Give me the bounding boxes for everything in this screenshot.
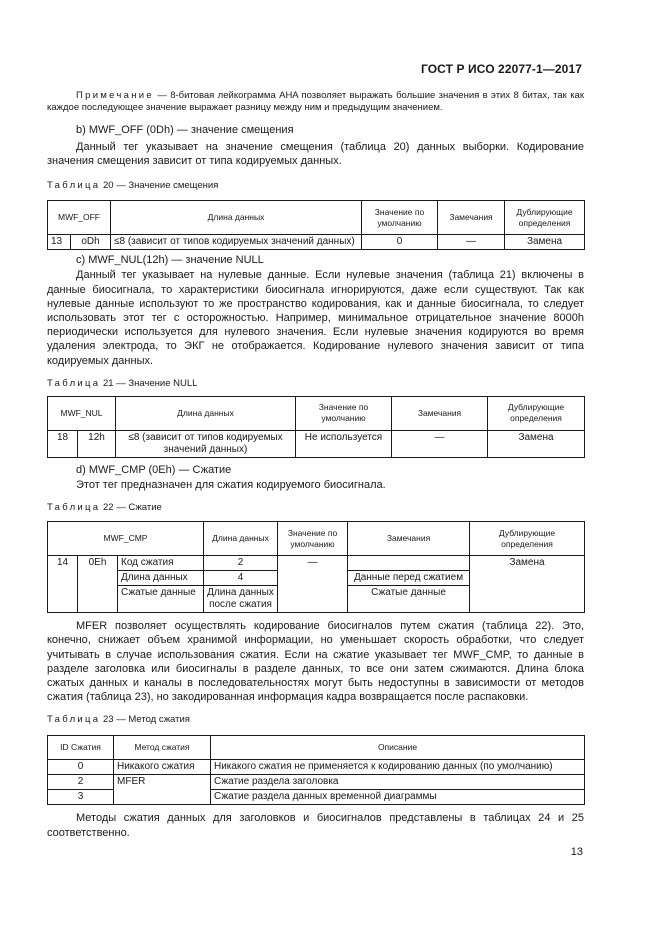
table21-cell-remarks: — (392, 430, 488, 457)
table23-cell-method: Никакого сжатия (114, 760, 211, 775)
table22-header-duplicate: Дублирующие определения (470, 522, 585, 556)
table20-header-length: Длина данных (111, 201, 362, 235)
table21-header-duplicate: Дублирующие определения (488, 396, 585, 430)
table22-cell-remarks: Данные перед сжатием (348, 571, 470, 586)
section-b-text: Данный тег указывает на значение смещения (таблица 20) данных выборки. Кодирование значения смещения зависит от типа кодируемых данных. (47, 140, 584, 167)
table22-cell-name: Код сжатия (118, 556, 204, 571)
table22-cell-length: 2 (204, 556, 278, 571)
table22-cell-remarks: Сжатые данные (348, 586, 470, 613)
table-22 (47, 521, 585, 613)
table21-cell-length: ≤8 (зависит от типов кодируемых значений данных) (116, 430, 296, 457)
table23-caption (47, 714, 584, 725)
table20-header-tag: MWF_OFF (48, 201, 111, 235)
table22-header-default: Значение по умолчанию (278, 522, 348, 556)
table-20 (47, 200, 585, 250)
note-label: Примечание (76, 90, 154, 101)
section-c-heading: c) MWF_NUL(12h) — значение NULL (76, 254, 264, 267)
table23-cell-description: Сжатие раздела заголовка (211, 775, 585, 790)
table22-cell-remarks (348, 556, 470, 571)
table-row (48, 430, 585, 457)
table21-header-tag: MWF_NUL (48, 396, 116, 430)
table20-cell-duplicate: Замена (505, 235, 585, 250)
note-paragraph (47, 90, 584, 115)
table22-header-length: Длина данных (204, 522, 278, 556)
table23-header-method: Метод сжатия (114, 736, 211, 760)
table-row (48, 235, 585, 250)
table23-caption-title: 23 — Метод сжатия (100, 714, 190, 726)
table21-caption (47, 378, 584, 389)
table23-cell-method (114, 790, 211, 805)
section-d-heading: d) MWF_CMP (0Eh) — Сжатие (76, 463, 232, 476)
table21-header-default: Значение по умолчанию (296, 396, 392, 430)
section-c-text: Данный тег указывает на нулевые данные. Если нулевые значения (таблица 21) включены в данные биосигнала, то характеристики биосигнала игнорируются, даже если существуют. Так как нулевые данные используют то же пространство кодирования, как и данные биосигнала, то следует использовать этот тег с осторожностью. Например, минимальное отрицательное значение 8000h периодически используется для нулевого значения. Если нулевые значения кодируются во время удаления электрода, то ЭКГ не отображается. Кодирование нулевого значения зависит от типа кодируемых данных. (47, 269, 584, 367)
table22-cell-length: Длина данных после сжатия (204, 586, 278, 613)
table22-cell-code: 0Eh (78, 556, 118, 613)
table21-header-remarks: Замечания (392, 396, 488, 430)
table20-header-duplicate: Дублирующие определения (505, 201, 585, 235)
table23-cell-method: MFER (114, 775, 211, 790)
table22-cell-name: Длина данных (118, 571, 204, 586)
table23-cell-id: 2 (48, 775, 114, 790)
page-content (47, 90, 584, 840)
table22-caption-title: 22 — Сжатие (100, 502, 162, 514)
table23-cell-id: 3 (48, 790, 114, 805)
table20-cell-code: oDh (71, 235, 111, 250)
table20-header-remarks: Замечания (438, 201, 505, 235)
document-header: ГОСТ Р ИСО 22077-1—2017 (420, 62, 582, 76)
table20-cell-default: 0 (362, 235, 438, 250)
table-row (48, 790, 585, 805)
table21-cell-code: 12h (78, 430, 116, 457)
table20-caption-label: Таблица (47, 180, 101, 192)
table-row (48, 760, 585, 775)
table21-cell-default: Не используется (296, 430, 392, 457)
table22-cell-name: Сжатые данные (118, 586, 204, 613)
table20-cell-id: 13 (48, 235, 71, 250)
table23-header-id: ID Сжатия (48, 736, 114, 760)
table22-header-tag: MWF_CMP (48, 522, 204, 556)
table22-header-remarks: Замечания (348, 522, 470, 556)
table21-caption-label: Таблица (47, 377, 101, 389)
table22-cell-id: 14 (48, 556, 78, 613)
table20-cell-length: ≤8 (зависит от типов кодируемых значений данных) (111, 235, 362, 250)
table23-caption-label: Таблица (47, 714, 101, 726)
section-b-heading: b) MWF_OFF (0Dh) — значение смещения (76, 123, 294, 136)
table22-cell-length: 4 (204, 571, 278, 586)
table23-cell-description: Сжатие раздела данных временной диаграммы (211, 790, 585, 805)
table22-caption-label: Таблица (47, 502, 101, 514)
table20-header-default: Значение по умолчанию (362, 201, 438, 235)
table-row (48, 775, 585, 790)
table21-cell-duplicate: Замена (488, 430, 585, 457)
table21-header-length: Длина данных (116, 396, 296, 430)
table23-header-description: Описание (211, 736, 585, 760)
table20-caption (47, 180, 584, 191)
table21-caption-title: 21 — Значение NULL (100, 377, 198, 389)
page-number: 13 (570, 846, 583, 858)
table22-cell-duplicate: Замена (470, 556, 585, 613)
table22-cell-default: — (278, 556, 348, 613)
table-21 (47, 396, 585, 458)
table23-cell-id: 0 (48, 760, 114, 775)
table20-cell-remarks: — (438, 235, 505, 250)
note-text: — 8-битовая лейкограмма AHA позволяет выражать большие значения в этих 8 битах, так как каждое последующее значение выражает разницу между ним и предыдущим значением. (47, 90, 584, 114)
section-d-text: Этот тег предназначен для сжатия кодируемого биосигнала. (76, 479, 386, 492)
final-paragraph: Методы сжатия данных для заголовков и биосигналов представлены в таблицах 24 и 25 соответственно. (47, 812, 584, 839)
table22-caption (47, 502, 584, 513)
table21-cell-id: 18 (48, 430, 78, 457)
table23-cell-description: Никакого сжатия не применяется к кодированию данных (по умолчанию) (211, 760, 585, 775)
paragraph-mfer: MFER позволяет осуществлять кодирование биосигналов путем сжатия (таблица 22). Это, конечно, снижает объем хранимой информации, но уменьшает скорость обработки, что следует учитывать в случае использования сжатия. Если на сжатие указывает тег MWF_CMP, то данные в разделе заголовка или биосигналы в разделе данных, то все они затем сжимаются. Длина блока сжатых данных и каналы в последовательностях могут быть недоступны в зависимости от методов сжатия (таблица 23), но закодированная информация кадра возвращается после распаковки. (47, 620, 584, 704)
table-row (48, 556, 585, 571)
table20-caption-title: 20 — Значение смещения (100, 180, 219, 192)
table-23 (47, 735, 585, 805)
